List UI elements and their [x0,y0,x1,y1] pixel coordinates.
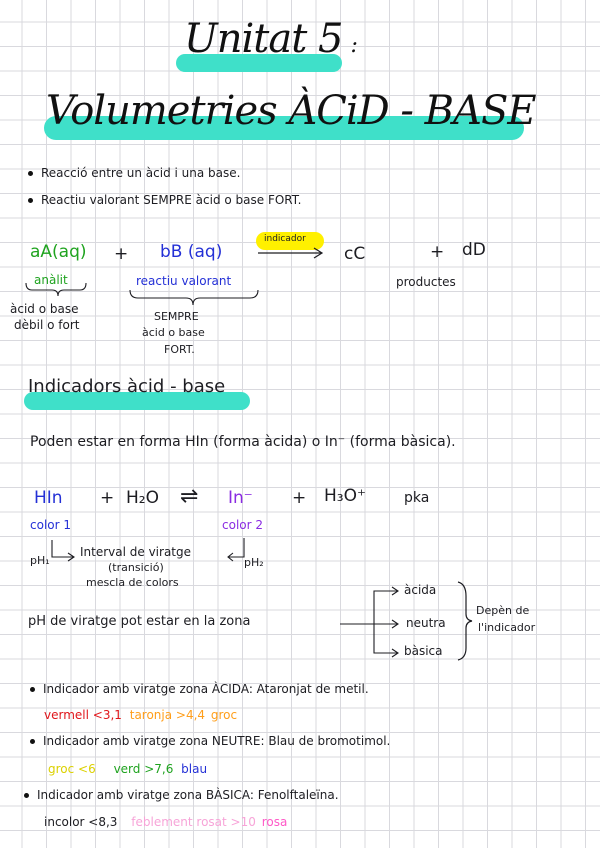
indicator-line: Indicador amb viratge zona NEUTRE: Blau de bromotimol. [43,734,391,748]
ph1-label: pH₁ [30,554,50,567]
reactant-b: bB (aq) [160,242,223,262]
plus-sign: + [430,242,445,262]
pka-label: pka [404,490,430,506]
productes-label: productes [396,275,456,289]
scale-step: feblement rosat >10 [131,815,256,829]
ph2-arrow-icon [228,538,244,561]
zone-branch-basic-icon [374,624,398,657]
bullet-text: Reactiu valorant SEMPRE àcid o base FORT. [41,193,302,207]
zone-branch-acid-icon [374,587,398,624]
reactiu-valorant-label: reactiu valorant [136,274,232,288]
hin-term: HIn [34,488,63,508]
hydronium-term: H₃O⁺ [324,486,366,506]
interval-note: (transició) [108,561,164,574]
indicator-line: Indicador amb viratge zona ÀCIDA: Ataronjat de metil. [43,682,369,696]
scale-step: vermell <3,1 [44,708,122,722]
reaction-arrow-icon [258,248,322,258]
unit-colon: : [350,33,357,58]
water-term: H₂O [126,488,159,508]
reactiu-note: SEMPRE [154,310,199,323]
bullet-text: Reacció entre un àcid i una base. [41,166,241,180]
depends-note: l'indicador [478,621,536,634]
unit-heading-text: Unitat 5 [184,16,343,62]
analit-bracket [26,283,86,296]
indicator-line: Indicador amb viratge zona BÀSICA: Fenolftaleïna. [37,788,339,802]
forms-line: Poden estar en forma HIn (forma àcida) o In⁻ (forma bàsica). [30,434,456,450]
zone-option-basic: bàsica [404,644,443,658]
color2-label: color 2 [222,518,263,532]
ph2-label: pH₂ [244,556,264,569]
scale-step: rosa [261,815,288,829]
color1-label: color 1 [30,518,71,532]
product-d: dD [462,240,486,260]
depends-brace [458,582,472,660]
zone-text: pH de viratge pot estar en la zona [28,614,251,629]
in-minus-term: In⁻ [228,488,253,508]
equilibrium-arrow-icon: ⇌ [180,484,199,509]
scale-step: groc [210,708,238,722]
plus-sign: + [292,488,307,508]
product-c: cC [344,244,366,264]
plus-sign: + [100,488,115,508]
interval-note: mescla de colors [86,576,179,589]
depends-note: Depèn de [476,604,530,617]
scale-step: verd >7,6 [113,762,174,776]
zone-arrow-icon [340,620,398,628]
plus-sign: + [114,244,129,264]
reactant-a: aA(aq) [30,242,87,262]
page-title: Volumetries ÀCiD - BASE [46,88,536,134]
reactiu-note: FORT. [164,343,195,356]
interval-label: Interval de viratge [80,545,192,559]
reactiu-note: àcid o base [142,326,205,339]
productes-bracket [338,266,496,272]
zone-option-neutral: neutra [406,616,446,630]
analit-note: dèbil o fort [14,318,80,332]
indicator-label: indicador [264,234,306,244]
analit-note: àcid o base [10,302,79,316]
zone-option-acid: àcida [404,583,437,597]
ph1-arrow-icon [52,540,74,561]
reactiu-bracket [130,290,258,305]
scale-step: taronja >4,4 [129,708,206,722]
scale-step: groc <6 [48,762,96,776]
scale-step: incolor <8,3 [44,815,118,829]
scale-step: blau [181,762,208,776]
analit-label: anàlit [34,273,68,287]
section-heading: Indicadors àcid - base [28,376,226,397]
